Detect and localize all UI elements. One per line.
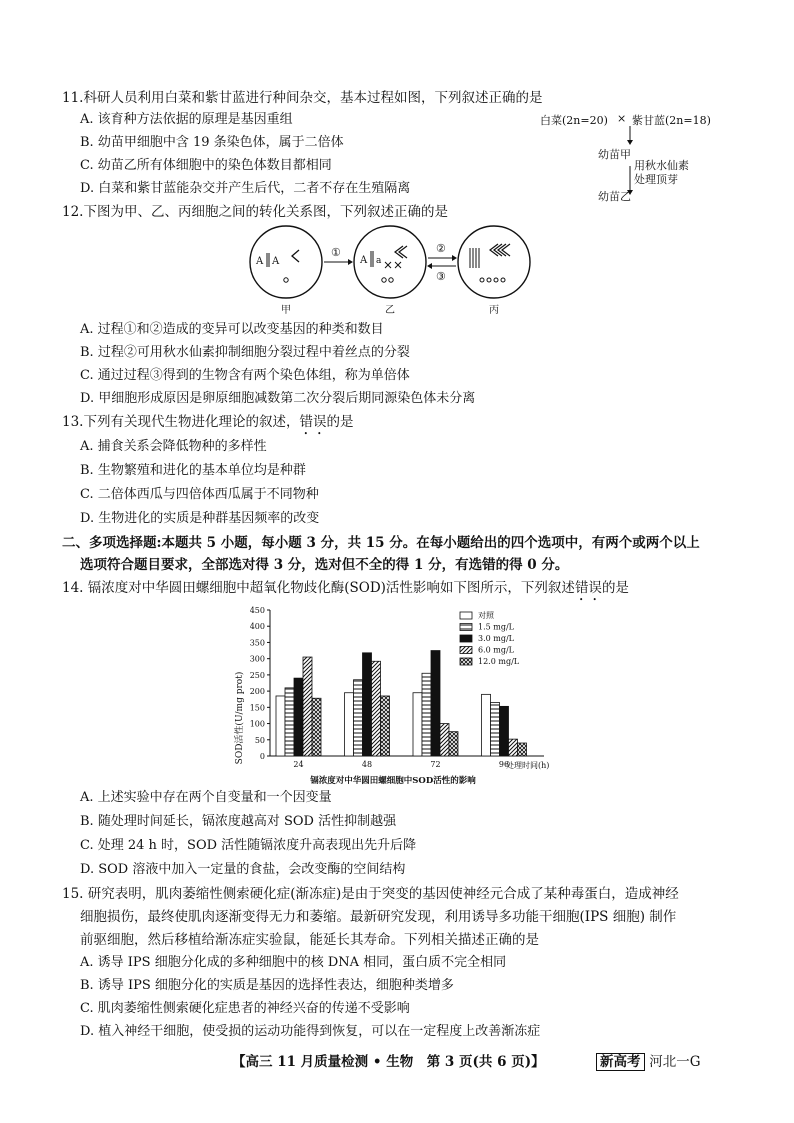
legend-label: 对照 bbox=[478, 611, 494, 620]
q13-option-d: D. 生物进化的实质是种群基因频率的改变 bbox=[80, 511, 320, 526]
y-tick-label: 250 bbox=[249, 670, 265, 680]
q15-stem-line1: 15. 研究表明，肌肉萎缩性侧索硬化症(渐冻症)是由于突变的基因使神经元合成了某种毒蛋白，造成神经 bbox=[62, 886, 679, 902]
legend-swatch bbox=[460, 647, 472, 654]
y-tick-label: 150 bbox=[249, 703, 265, 713]
q11-stem: 11.科研人员利用白菜和紫甘蓝进行种间杂交，基本过程如图，下列叙述正确的是 bbox=[62, 90, 543, 106]
x-tick-label: 96 bbox=[498, 760, 510, 769]
legend-swatch bbox=[460, 612, 472, 619]
legend-label: 6.0 mg/L bbox=[478, 645, 514, 655]
treatment-line-2: 处理顶芽 bbox=[634, 173, 678, 186]
q13-option-a: A. 捕食关系会降低物种的多样性 bbox=[80, 439, 267, 454]
q13-option-c: C. 二倍体西瓜与四倍体西瓜属于不同物种 bbox=[80, 487, 319, 502]
cell-yi bbox=[354, 226, 426, 298]
y-tick-label: 350 bbox=[249, 638, 265, 648]
bar bbox=[354, 680, 363, 756]
chart-title: 镉浓度对中华圆田螺细胞中SOD活性的影响 bbox=[310, 776, 476, 786]
q14-option-a: A. 上述实验中存在两个自变量和一个因变量 bbox=[80, 790, 332, 805]
q11-option-d: D. 白菜和紫甘蓝能杂交并产生后代，二者不存在生殖隔离 bbox=[80, 181, 411, 196]
y-tick-label: 100 bbox=[249, 719, 265, 729]
region-code: 河北一G bbox=[649, 1054, 701, 1070]
bar bbox=[509, 739, 518, 756]
bar bbox=[500, 706, 509, 756]
legend-swatch bbox=[460, 624, 472, 631]
q14-stem: 14. 镉浓度对中华圆田螺细胞中超氧化物歧化酶(SOD)活性影响如下图所示，下列叙述错误的是 bbox=[62, 580, 629, 596]
bar bbox=[518, 743, 527, 756]
bar bbox=[294, 678, 303, 756]
seedling-b: 幼苗乙 bbox=[598, 190, 631, 203]
cell-jia bbox=[250, 226, 322, 298]
bar bbox=[449, 732, 458, 756]
q13-option-b: B. 生物繁殖和进化的基本单位均是种群 bbox=[80, 463, 306, 478]
gene-label-a-small: a bbox=[376, 256, 382, 266]
bar bbox=[482, 694, 491, 756]
process-1-label: ① bbox=[331, 246, 341, 259]
process-2-label: ② bbox=[436, 242, 446, 255]
cell-bing bbox=[458, 226, 530, 298]
q15-option-d: D. 植入神经干细胞，使受损的运动功能得到恢复，可以在一定程度上改善渐冻症 bbox=[80, 1024, 541, 1039]
chart-legend bbox=[460, 610, 520, 666]
bar bbox=[285, 688, 294, 756]
q15-stem-line2: 细胞损伤，最终使肌肉逐渐变得无力和萎缩。最新研究发现，利用诱导多功能干细胞(IPS 细胞) 制作 bbox=[80, 909, 677, 925]
bar bbox=[440, 724, 449, 756]
bar bbox=[363, 653, 372, 756]
q12-option-a: A. 过程①和②造成的变异可以改变基因的种类和数目 bbox=[80, 322, 384, 337]
y-tick-label: 200 bbox=[249, 687, 265, 697]
bar bbox=[491, 702, 500, 756]
y-tick-label: 450 bbox=[249, 606, 265, 615]
y-tick-label: 400 bbox=[249, 622, 265, 632]
legend-label: 3.0 mg/L bbox=[478, 634, 514, 643]
legend-label: 1.5 mg/L bbox=[478, 622, 514, 632]
q12-option-d: D. 甲细胞形成原因是卵原细胞减数第二次分裂后期同源染色体未分离 bbox=[80, 391, 476, 406]
chart-xlabel: 处理时间(h) bbox=[506, 761, 550, 770]
x-tick-label: 24 bbox=[293, 760, 304, 769]
y-tick-label: 300 bbox=[249, 654, 265, 664]
q13-stem: 13.下列有关现代生物进化理论的叙述，错误的是 bbox=[62, 414, 354, 430]
bar bbox=[303, 657, 312, 756]
section2-heading-line1: 二、多项选择题:本题共 5 小题，每小题 3 分，共 15 分。在每小题给出的四个选项中，有两个或两个以上 bbox=[62, 535, 700, 551]
bar bbox=[372, 661, 381, 756]
gene-label-a1: A bbox=[256, 256, 264, 267]
label-yi: 乙 bbox=[385, 305, 395, 316]
bar bbox=[422, 673, 431, 756]
parent-chinese-cabbage: 白菜(2n=20) bbox=[540, 114, 608, 127]
chart-ylabel: SOD活性(U/mg prot) bbox=[235, 671, 245, 765]
bar bbox=[413, 693, 422, 756]
q12-option-c: C. 通过过程③得到的生物含有两个染色体组，称为单倍体 bbox=[80, 368, 410, 383]
page-footer: 【高三 11 月质量检测 • 生物 第 3 页(共 6 页)】 bbox=[232, 1054, 545, 1070]
q14-option-c: C. 处理 24 h 时，SOD 活性随镉浓度升高表现出先升后降 bbox=[80, 838, 417, 853]
bar bbox=[345, 693, 354, 756]
y-tick-label: 0 bbox=[259, 752, 265, 761]
q15-option-a: A. 诱导 IPS 细胞分化成的多种细胞中的核 DNA 相同，蛋白质不完全相同 bbox=[80, 955, 507, 970]
q14-option-d: D. SOD 溶液中加入一定量的食盐，会改变酶的空间结构 bbox=[80, 862, 406, 877]
q12-cell-diagram bbox=[248, 222, 538, 317]
q15-option-b: B. 诱导 IPS 细胞分化的实质是基因的选择性表达，细胞种类增多 bbox=[80, 978, 454, 993]
y-tick-label: 50 bbox=[254, 735, 265, 745]
q11-option-c: C. 幼苗乙所有体细胞中的染色体数目都相同 bbox=[80, 158, 332, 173]
q15-option-c: C. 肌肉萎缩性侧索硬化症患者的神经兴奋的传递不受影响 bbox=[80, 1001, 410, 1016]
q15-stem-line3: 前驱细胞，然后移植给渐冻症实验鼠，能延长其寿命。下列相关描述正确的是 bbox=[80, 932, 539, 948]
q11-option-a: A. 该育种方法依据的原理是基因重组 bbox=[80, 112, 293, 127]
bar bbox=[381, 696, 390, 756]
q13-emphasis: 错误 bbox=[299, 414, 327, 430]
legend-swatch bbox=[460, 658, 472, 665]
new-exam-badge: 新高考 bbox=[596, 1053, 645, 1071]
seedling-a: 幼苗甲 bbox=[598, 148, 631, 161]
legend-swatch bbox=[460, 635, 472, 642]
bar bbox=[431, 651, 440, 756]
q14-emphasis: 错误 bbox=[574, 580, 602, 596]
q12-stem: 12.下图为甲、乙、丙细胞之间的转化关系图，下列叙述正确的是 bbox=[62, 204, 448, 220]
label-jia: 甲 bbox=[281, 305, 291, 316]
legend-label: 12.0 mg/L bbox=[478, 657, 520, 666]
q14-option-b: B. 随处理时间延长，镉浓度越高对 SOD 活性抑制越强 bbox=[80, 814, 397, 829]
x-tick-label: 72 bbox=[430, 760, 441, 769]
q11-option-b: B. 幼苗甲细胞中含 19 条染色体，属于二倍体 bbox=[80, 135, 344, 150]
q12-option-b: B. 过程②可用秋水仙素抑制细胞分裂过程中着丝点的分裂 bbox=[80, 345, 410, 360]
footer-badge-area bbox=[596, 1050, 701, 1070]
gene-label-a2: A bbox=[272, 256, 280, 267]
section2-heading-line2: 选项符合题目要求，全部选对得 3 分，选对但不全的得 1 分，有选错的得 0 分。 bbox=[80, 557, 569, 573]
label-bing: 丙 bbox=[489, 305, 499, 316]
bar bbox=[276, 696, 285, 756]
bar bbox=[312, 698, 321, 756]
treatment-line-1: 用秋水仙素 bbox=[634, 159, 689, 172]
process-3-label: ③ bbox=[436, 270, 446, 283]
sod-chart bbox=[228, 600, 568, 786]
cross-sign: × bbox=[617, 112, 627, 125]
svg-text:A: A bbox=[360, 255, 368, 266]
parent-red-cabbage: 紫甘蓝(2n=18) bbox=[632, 114, 711, 127]
x-tick-label: 48 bbox=[361, 760, 373, 769]
